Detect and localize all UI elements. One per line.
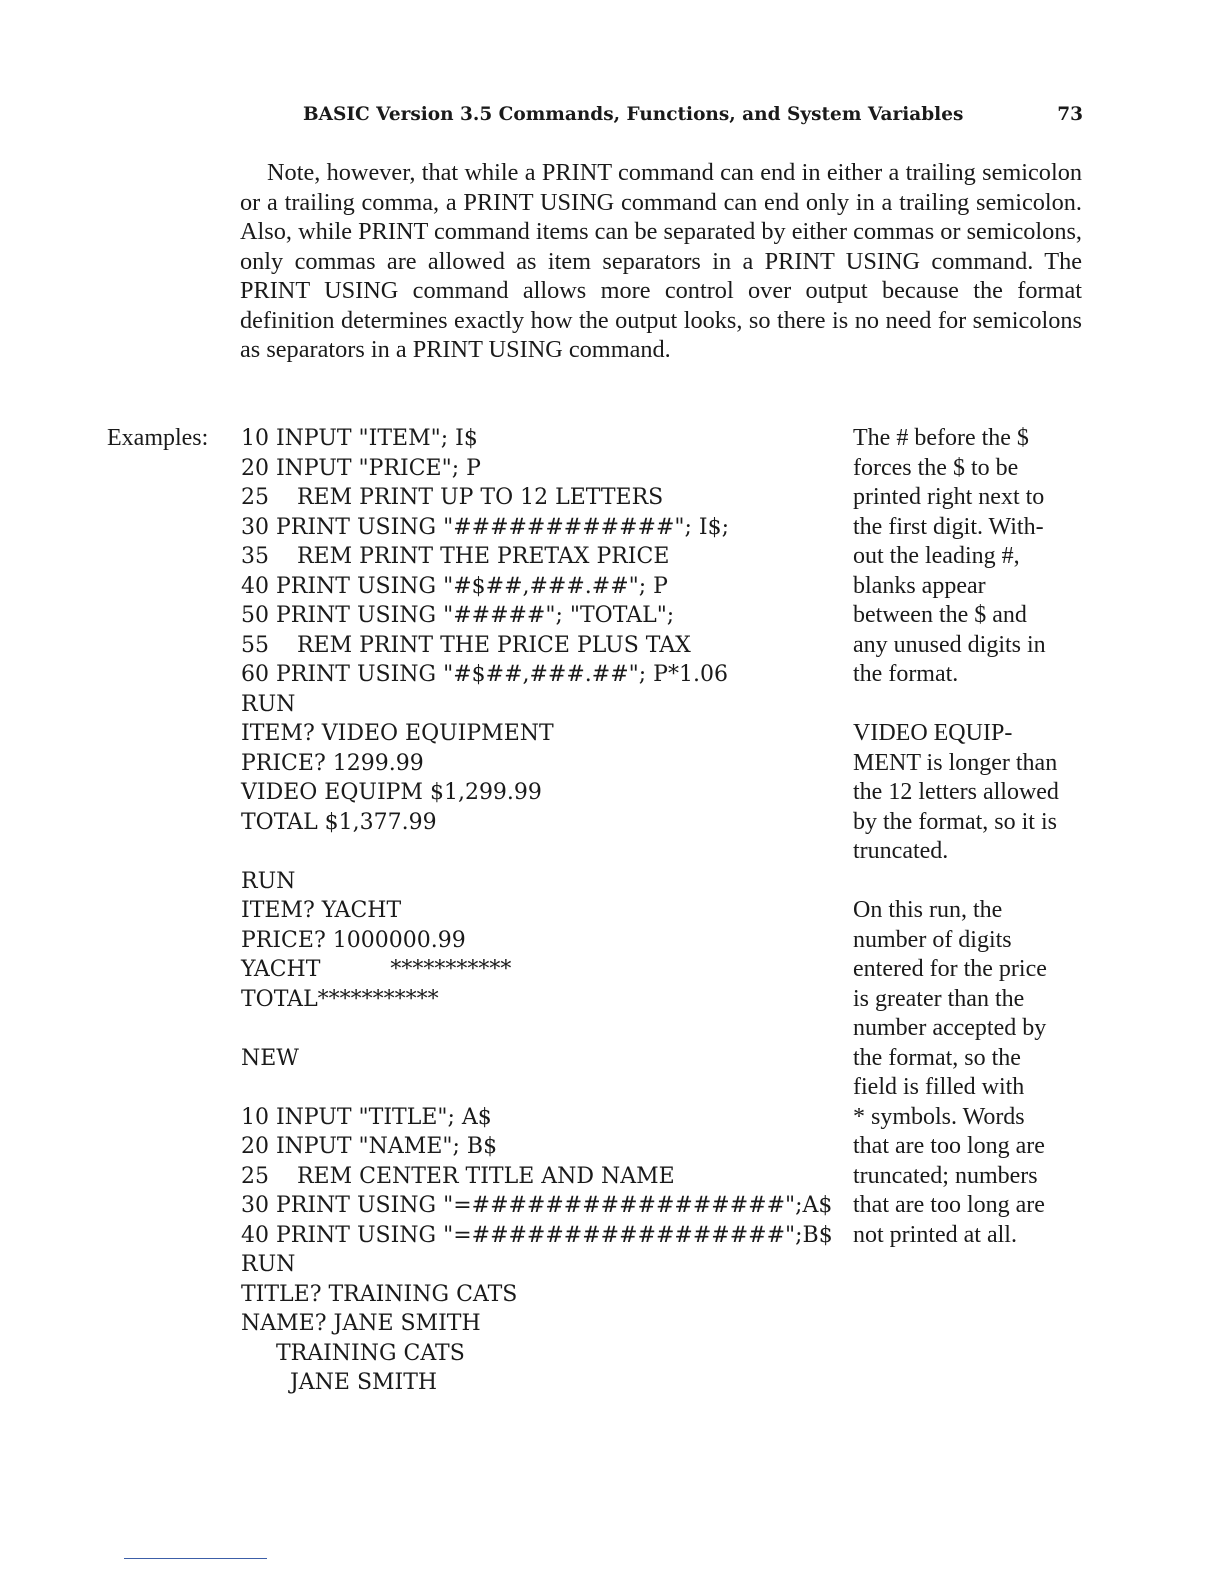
code-line: NAME? JANE SMITH (241, 1311, 481, 1336)
code-line: TOTAL*********** (241, 986, 439, 1012)
note-line: The # before the $ (853, 425, 1029, 451)
note-line: that are too long are (853, 1133, 1045, 1159)
note-line: by the format, so it is (853, 808, 1057, 835)
note-line: field is filled with (853, 1074, 1025, 1100)
note-line: forces the $ to be (853, 454, 1019, 481)
code-line: 10 INPUT "TITLE"; A$ (241, 1104, 492, 1130)
note-line: between the $ and (853, 602, 1027, 628)
code-line: 25 REM PRINT UP TO 12 LETTERS (241, 485, 664, 510)
note-line: the format. (853, 661, 959, 687)
note-line: out the leading #, (853, 543, 1020, 569)
examples-label: Examples: (107, 425, 209, 451)
running-header (303, 104, 1083, 132)
code-line: TITLE? TRAINING CATS (241, 1281, 518, 1307)
note-line: the 12 letters allowed (853, 779, 1059, 805)
code-line: PRICE? 1299.99 (241, 750, 424, 776)
code-line: 25 REM CENTER TITLE AND NAME (241, 1163, 675, 1189)
note-line: any unused digits in (853, 631, 1046, 658)
footer-rule (124, 1558, 267, 1559)
code-line: TRAINING CATS (241, 1340, 465, 1366)
code-line: VIDEO EQUIPM $1,299.99 (241, 780, 542, 805)
code-line: 35 REM PRINT THE PRETAX PRICE (241, 544, 670, 569)
note-line: not printed at all. (853, 1221, 1017, 1248)
code-line: 40 PRINT USING "#$##,###.##"; P (241, 573, 668, 599)
code-line: RUN (241, 1252, 296, 1277)
code-line: 30 PRINT USING "############"; I$; (241, 514, 730, 540)
note-line: truncated. (853, 838, 949, 864)
code-line: ITEM? VIDEO EQUIPMENT (241, 721, 554, 746)
code-line: 40 PRINT USING "=#################";B$ (241, 1222, 833, 1248)
code-line: TOTAL $1,377.99 (241, 809, 437, 835)
code-line: JANE SMITH (241, 1370, 438, 1395)
code-line: 55 REM PRINT THE PRICE PLUS TAX (241, 632, 691, 658)
code-line: 20 INPUT "PRICE"; P (241, 455, 481, 481)
note-line: MENT is longer than (853, 749, 1058, 776)
note-line: number accepted by (853, 1015, 1047, 1041)
side-note-overflow (853, 896, 1093, 1250)
note-line: the first digit. With- (853, 513, 1044, 540)
note-line: truncated; numbers (853, 1162, 1038, 1189)
side-note-truncation (853, 719, 1093, 867)
page-number: 73 (1057, 104, 1083, 125)
side-note-dollar-sign (853, 424, 1093, 690)
header-title: BASIC Version 3.5 Commands, Functions, and System Variables (303, 104, 964, 125)
note-line: On this run, the (853, 897, 1003, 923)
code-line: 10 INPUT "ITEM"; I$ (241, 426, 478, 451)
note-line: VIDEO EQUIP- (853, 720, 1013, 746)
code-line: PRICE? 1000000.99 (241, 927, 466, 953)
note-line: number of digits (853, 926, 1012, 953)
code-line: 60 PRINT USING "#$##,###.##"; P*1.06 (241, 662, 728, 687)
code-line: 50 PRINT USING "#####"; "TOTAL"; (241, 603, 675, 628)
note-line: printed right next to (853, 484, 1045, 510)
note-line: that are too long are (853, 1192, 1045, 1218)
code-line: ITEM? YACHT (241, 898, 402, 923)
code-line: 20 INPUT "NAME"; B$ (241, 1134, 498, 1159)
intro-paragraph: Note, however, that while a PRINT command can end in either a trailing semicolon or a trailing comma, a PRINT USING command can end only in a trailing semicolon. Also, while PRINT command items can be separated by either commas or semicolons, only commas are allowed as item separators in a PRINT USING command. The PRINT USING command allows more control over output because the format definition determines exactly how the output looks, so there is no need for semicolons as separators in a PRINT USING command. (240, 159, 1082, 363)
note-line: * symbols. Words (853, 1103, 1025, 1130)
code-line: 30 PRINT USING "=#################";A$ (241, 1193, 833, 1218)
code-line: NEW (241, 1045, 299, 1071)
note-line: is greater than the (853, 985, 1025, 1012)
note-line: entered for the price (853, 956, 1047, 982)
note-line: blanks appear (853, 572, 986, 599)
code-line: YACHT *********** (241, 957, 512, 982)
code-line: RUN (241, 868, 296, 894)
note-line: the format, so the (853, 1044, 1021, 1071)
code-line: RUN (241, 691, 296, 717)
